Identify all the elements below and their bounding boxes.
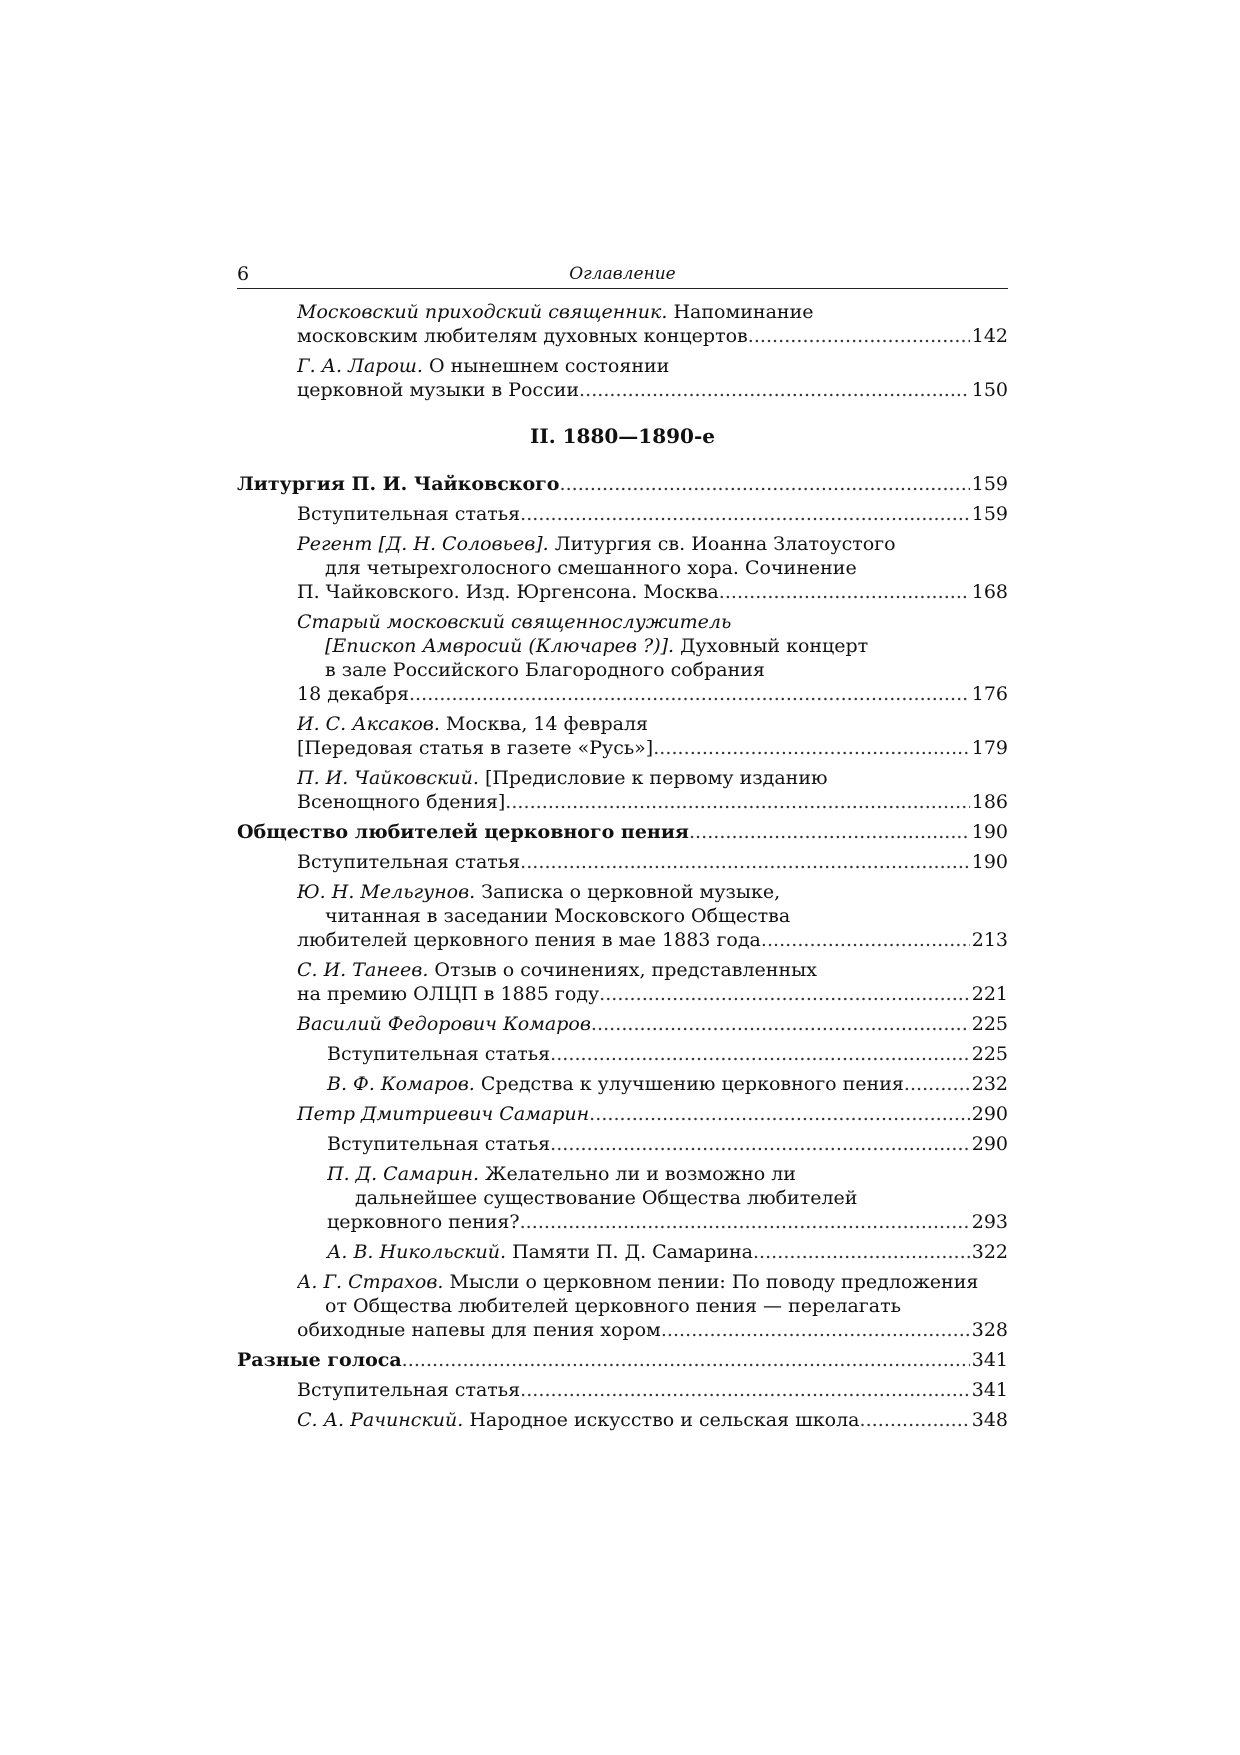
entry-line [297, 354, 1008, 378]
entry-line-with-page [237, 472, 1008, 496]
entry-title: в зале Российского Благородного собрания [325, 659, 765, 681]
entry-text [325, 905, 790, 927]
section-title: II. 1880—1890-е [530, 424, 715, 448]
entry-text [297, 533, 896, 555]
entry-line [297, 766, 1008, 790]
toc-entry[interactable] [297, 502, 1008, 526]
entry-title: Василий Федорович Комаров [297, 1013, 591, 1035]
dot-leader [520, 1210, 970, 1234]
toc-entry[interactable] [237, 820, 1008, 844]
entry-title: О нынешнем состоянии [429, 355, 670, 377]
entry-title: читанная в заседании Московского Общества [325, 905, 791, 927]
toc-entry[interactable] [297, 850, 1008, 874]
toc-entry[interactable] [297, 610, 1008, 706]
entry-text [297, 1378, 520, 1402]
dot-leader [591, 1012, 970, 1036]
entry-text [297, 1271, 978, 1293]
entry-text [237, 820, 689, 844]
entry-text [325, 1295, 901, 1317]
entry-title: московским любителям духовных концертов [297, 325, 748, 347]
page-ref: 328 [971, 1319, 1008, 1341]
entry-text [297, 850, 520, 874]
dot-leader [599, 982, 970, 1006]
entry-author: Московский приходский священник. [297, 301, 668, 323]
entry-line-with-page [297, 682, 1008, 706]
entry-title: обиходные напевы для пения хором [297, 1319, 661, 1341]
entry-text [297, 502, 520, 526]
entry-title: Духовный концерт [680, 635, 869, 657]
entry-title: П. Чайковского. Изд. Юргенсона. Москва [297, 581, 719, 603]
entry-line-with-page [327, 1132, 1008, 1156]
entry-title: для четырехголосного смешанного хора. Сочинение [325, 557, 857, 579]
entry-text [325, 659, 765, 681]
table-of-contents [237, 300, 1008, 1438]
dot-leader [559, 472, 969, 496]
entry-title: Общество любителей церковного пения [237, 821, 689, 843]
entry-text [327, 1210, 520, 1234]
entry-title: 18 декабря [297, 683, 409, 705]
toc-entry[interactable] [297, 1408, 1008, 1432]
entry-text [297, 682, 409, 706]
toc-entry[interactable] [297, 1270, 1008, 1342]
page-ref: 290 [971, 1103, 1008, 1125]
entry-line [297, 610, 1008, 634]
page-ref: 142 [971, 325, 1008, 347]
dot-leader [860, 1408, 970, 1432]
dot-leader [520, 502, 970, 526]
entry-title: Петр Дмитриевич Самарин [297, 1103, 590, 1125]
entry-text [327, 1132, 550, 1156]
entry-text [327, 1042, 550, 1066]
entry-text [297, 881, 780, 903]
entry-text [297, 928, 761, 952]
dot-leader [589, 1102, 970, 1126]
entry-title: церковного пения? [327, 1211, 520, 1233]
entry-author: А. Г. Страхов. [297, 1271, 444, 1293]
entry-text [297, 736, 653, 760]
entry-line [297, 880, 1008, 904]
entry-text [297, 1012, 591, 1036]
entry-title: Отзыв о сочинениях, представленных [434, 959, 817, 981]
entry-line [297, 532, 1008, 556]
entry-title: любителей церковного пения в мае 1883 года [297, 929, 761, 951]
toc-entry[interactable] [327, 1240, 1008, 1264]
entry-text [327, 1163, 796, 1185]
dot-leader [753, 1240, 970, 1264]
dot-leader [402, 1348, 970, 1372]
toc-entry[interactable] [327, 1132, 1008, 1156]
entry-title: Народное искусство и сельская школа [469, 1409, 860, 1431]
toc-entry[interactable] [297, 712, 1008, 760]
dot-leader [719, 580, 970, 604]
running-title: Оглавление [569, 264, 676, 284]
entry-title: от Общества любителей церковного пения — перелагать [325, 1295, 901, 1317]
entry-text [237, 472, 559, 496]
page-ref: 159 [971, 473, 1008, 495]
page-ref: 221 [971, 983, 1008, 1005]
entry-line-with-page [297, 1012, 1008, 1036]
dot-leader [550, 1132, 970, 1156]
page-ref: 179 [971, 737, 1008, 759]
entry-line [297, 958, 1008, 982]
dot-leader [520, 850, 970, 874]
entry-line [297, 300, 1008, 324]
entry-title: Всенощного бдения] [297, 791, 506, 813]
entry-line-with-page [297, 324, 1008, 348]
toc-entry[interactable] [327, 1072, 1008, 1096]
entry-text [297, 355, 669, 377]
page-header [237, 262, 1008, 289]
dot-leader [409, 682, 970, 706]
entry-line-with-page [327, 1240, 1008, 1264]
toc-entry[interactable] [297, 354, 1008, 402]
entry-title: Средства к улучшению церковного пения [480, 1073, 904, 1095]
entry-title: Памяти П. Д. Самарина [512, 1241, 753, 1263]
entry-author: П. И. Чайковский. [297, 767, 479, 789]
entry-line [327, 1162, 1008, 1186]
page-ref: 159 [971, 503, 1008, 525]
toc-entry[interactable] [327, 1042, 1008, 1066]
toc-entry[interactable] [297, 1378, 1008, 1402]
entry-title: Вступительная статья [297, 503, 521, 525]
dot-leader [550, 1042, 970, 1066]
toc-entry[interactable] [297, 1012, 1008, 1036]
entry-line [297, 658, 1008, 682]
entry-line-with-page [297, 502, 1008, 526]
entry-title: Вступительная статья [297, 1379, 521, 1401]
entry-author: П. Д. Самарин. [327, 1163, 480, 1185]
entry-line-with-page [297, 378, 1008, 402]
entry-title: Вступительная статья [327, 1043, 551, 1065]
entry-title: на премию ОЛЦП в 1885 году [297, 983, 600, 1005]
entry-text [297, 1102, 589, 1126]
toc-entries [237, 472, 1008, 1432]
page-ref: 322 [971, 1241, 1008, 1263]
entry-text [327, 1072, 904, 1096]
entry-text [297, 767, 828, 789]
entry-line-with-page [297, 850, 1008, 874]
entry-title: Разные голоса [237, 1349, 402, 1371]
entry-text [297, 713, 648, 735]
entry-line [297, 712, 1008, 736]
entry-line-with-page [297, 928, 1008, 952]
entry-title: церковной музыки в России [297, 379, 580, 401]
entry-line-with-page [327, 1210, 1008, 1234]
entry-line-with-page [297, 1378, 1008, 1402]
entry-line-with-page [237, 1348, 1008, 1372]
page-ref: 168 [971, 581, 1008, 603]
entry-line-with-page [237, 820, 1008, 844]
entry-line [297, 904, 1008, 928]
entry-title: Москва, 14 февраля [445, 713, 648, 735]
entry-line [297, 1294, 1008, 1318]
entry-author: Ю. Н. Мельгунов. [297, 881, 476, 903]
entry-line [327, 1186, 1008, 1210]
entry-text [327, 1240, 753, 1264]
entry-text [297, 580, 719, 604]
toc-entry[interactable] [297, 300, 1008, 348]
page-ref: 176 [971, 683, 1008, 705]
dot-leader [661, 1318, 970, 1342]
dot-leader [520, 1378, 970, 1402]
entry-author: В. Ф. Комаров. [327, 1073, 475, 1095]
page-ref: 341 [971, 1349, 1008, 1371]
entry-line-with-page [297, 1318, 1008, 1342]
entry-title: Желательно ли и возможно ли [485, 1163, 796, 1185]
page-ref: 150 [971, 379, 1008, 401]
entry-text [297, 301, 813, 323]
page-ref: 232 [971, 1073, 1008, 1095]
entry-author: И. С. Аксаков. [297, 713, 440, 735]
entry-title: [Передовая статья в газете «Русь»] [297, 737, 654, 759]
entry-title: Записка о церковной музыке, [481, 881, 781, 903]
page-ref: 213 [971, 929, 1008, 951]
toc-entries-before [237, 300, 1008, 402]
toc-entry[interactable] [297, 766, 1008, 814]
dot-leader [748, 324, 970, 348]
entry-author: А. В. Никольский. [327, 1241, 507, 1263]
entry-title: Мысли о церковном пении: По поводу предложения [449, 1271, 979, 1293]
entry-text [237, 1348, 402, 1372]
entry-text [325, 557, 857, 579]
page-ref: 186 [971, 791, 1008, 813]
toc-entry[interactable] [237, 472, 1008, 496]
page-ref: 225 [971, 1043, 1008, 1065]
dot-leader [505, 790, 969, 814]
page-ref: 225 [971, 1013, 1008, 1035]
toc-entry[interactable] [297, 532, 1008, 604]
entry-title: Вступительная статья [327, 1133, 551, 1155]
entry-line-with-page [327, 1042, 1008, 1066]
entry-title: Литургия П. И. Чайковского [237, 473, 560, 495]
page-ref: 341 [971, 1379, 1008, 1401]
entry-title: дальнейшее существование Общества любителей [355, 1187, 858, 1209]
entry-line-with-page [297, 790, 1008, 814]
dot-leader [904, 1072, 970, 1096]
page-ref: 348 [971, 1409, 1008, 1431]
toc-entry[interactable] [327, 1162, 1008, 1234]
page-ref: 190 [971, 821, 1008, 843]
toc-entry[interactable] [297, 880, 1008, 952]
entry-text [297, 1318, 661, 1342]
entry-text [297, 324, 748, 348]
entry-title: [Предисловие к первому изданию [484, 767, 828, 789]
entry-text [297, 378, 579, 402]
entry-line [297, 556, 1008, 580]
dot-leader [579, 378, 970, 402]
entry-line [297, 634, 1008, 658]
entry-line-with-page [297, 1102, 1008, 1126]
entry-title: Литургия св. Иоанна Златоустого [554, 533, 896, 555]
page-ref: 293 [971, 1211, 1008, 1233]
entry-author: С. И. Танеев. [297, 959, 429, 981]
entry-author: Старый московский священнослужитель [297, 611, 732, 633]
page-number: 6 [237, 263, 250, 285]
entry-line-with-page [297, 580, 1008, 604]
toc-entry[interactable] [297, 958, 1008, 1006]
entry-author: [Епископ Амвросий (Ключарев ?)]. [325, 635, 675, 657]
entry-title: Напоминание [673, 301, 814, 323]
entry-line-with-page [297, 982, 1008, 1006]
entry-line-with-page [327, 1072, 1008, 1096]
entry-title: Вступительная статья [297, 851, 521, 873]
entry-line-with-page [297, 736, 1008, 760]
entry-line [297, 1270, 1008, 1294]
entry-text [297, 959, 817, 981]
entry-author: Регент [Д. Н. Соловьев]. [297, 533, 549, 555]
entry-text [297, 790, 505, 814]
entry-author: С. А. Рачинский. [297, 1409, 464, 1431]
page-ref: 290 [971, 1133, 1008, 1155]
entry-author: Г. А. Ларош. [297, 355, 423, 377]
entry-line-with-page [297, 1408, 1008, 1432]
dot-leader [653, 736, 970, 760]
page-ref: 190 [971, 851, 1008, 873]
dot-leader [689, 820, 970, 844]
toc-entry[interactable] [297, 1102, 1008, 1126]
dot-leader [761, 928, 970, 952]
entry-text [355, 1187, 857, 1209]
entry-text [297, 1408, 860, 1432]
toc-entry[interactable] [237, 1348, 1008, 1372]
entry-text [297, 982, 599, 1006]
